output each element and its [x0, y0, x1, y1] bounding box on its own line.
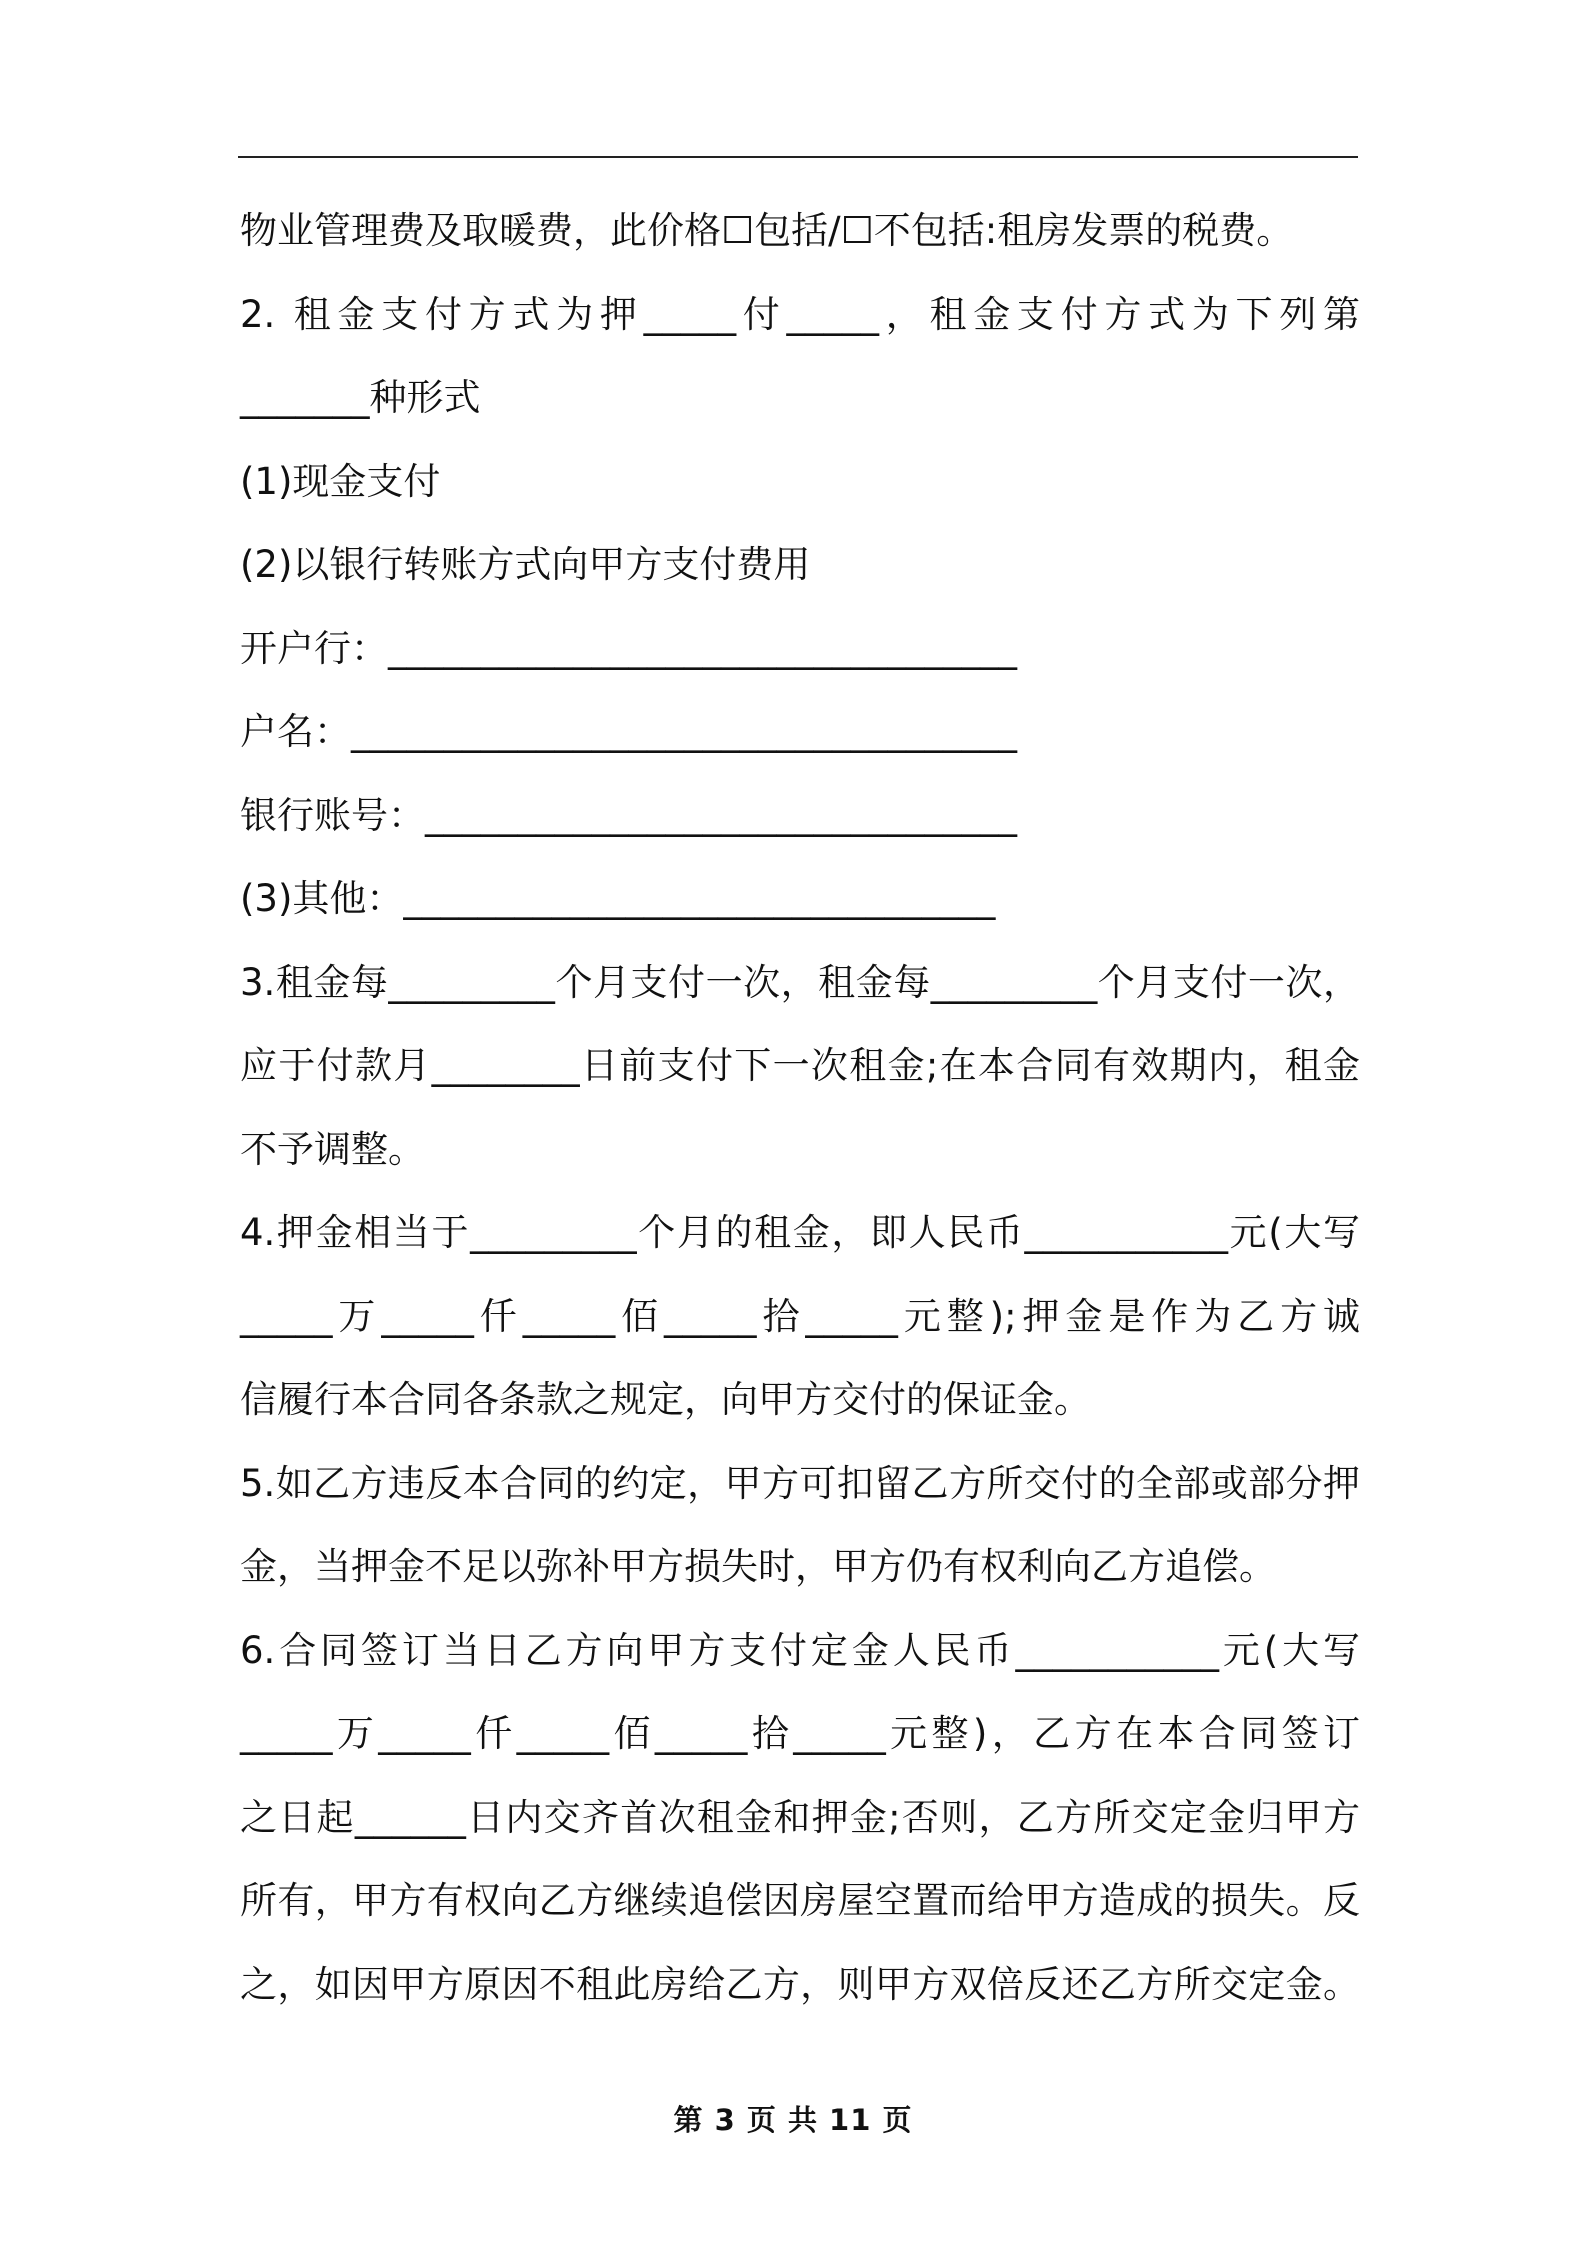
text-line: 之日起______日内交齐首次租金和押金;否则，乙方所交定金归甲方	[240, 1795, 1360, 1839]
text-line: 4.押金相当于_________个月的租金，即人民币___________元(大写	[240, 1211, 1360, 1254]
text-line: 物业管理费及取暖费，此价格☐包括/☐不包括:租房发票的税费。	[240, 209, 1294, 252]
text-line: 3.租金每_________个月支付一次，租金每_________个月支付一次，	[240, 960, 1360, 1004]
text-line: 2. 租金支付方式为押_____付_____，租金支付方式为下列第	[240, 292, 1360, 336]
text-line: _____万_____仟_____佰_____拾_____元整);押金是作为乙方诚	[240, 1294, 1360, 1338]
text-line: (1)现金支付	[240, 459, 441, 503]
document-body	[240, 195, 1360, 2032]
text-line: _______种形式	[240, 376, 481, 419]
page-number: 第 3 页 共 11 页	[673, 2103, 913, 2137]
text-line: 银行账号：________________________________	[240, 793, 1017, 837]
text-line: 开户行：__________________________________	[240, 626, 1017, 670]
text-line: 6.合同签订当日乙方向甲方支付定金人民币___________元(大写	[240, 1628, 1360, 1672]
text-line: 户名：____________________________________	[240, 710, 1017, 753]
text-line: 之，如因甲方原因不租此房给乙方，则甲方双倍反还乙方所交定金。	[240, 1962, 1360, 2006]
header-divider	[238, 156, 1358, 158]
text-line: _____万_____仟_____佰_____拾_____元整)，乙方在本合同签订	[240, 1712, 1360, 1755]
text-line: 所有，甲方有权向乙方继续追偿因房屋空置而给甲方造成的损失。反	[240, 1879, 1360, 1922]
text-line: 金，当押金不足以弥补甲方损失时，甲方仍有权利向乙方追偿。	[240, 1545, 1276, 1588]
text-line: 5.如乙方违反本合同的约定，甲方可扣留乙方所交付的全部或部分押	[240, 1461, 1360, 1505]
text-line: (3)其他：________________________________	[240, 877, 996, 920]
text-line: 应于付款月________日前支付下一次租金;在本合同有效期内，租金	[240, 1044, 1360, 1087]
text-line: 不予调整。	[240, 1127, 425, 1171]
text-line: 信履行本合同各条款之规定，向甲方交付的保证金。	[240, 1378, 1091, 1421]
text-line: (2)以银行转账方式向甲方支付费用	[240, 543, 811, 586]
